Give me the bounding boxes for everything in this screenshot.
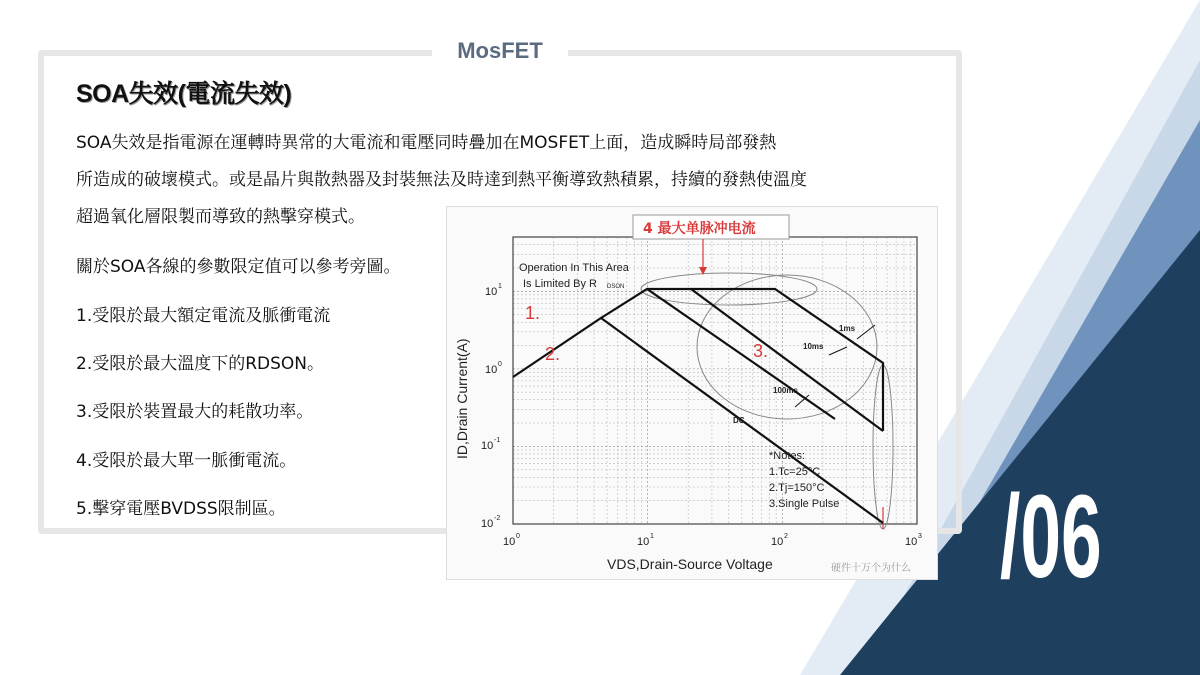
y-tick-3 <box>481 515 500 530</box>
y-tick-0 <box>485 283 502 298</box>
x-tick-0 <box>503 533 520 548</box>
svg-text:10: 10 <box>481 518 494 530</box>
svg-text:10: 10 <box>771 536 784 548</box>
svg-text:10: 10 <box>485 286 498 298</box>
dc-limit-curve <box>513 318 883 523</box>
slide-title: SOA失效(電流失效) <box>76 80 292 108</box>
y-tick-2 <box>481 437 500 452</box>
operation-note-line-2: Is Limited By R <box>523 278 597 290</box>
svg-text:10: 10 <box>637 536 650 548</box>
paragraph-2: 所造成的破壞模式。或是晶片與散熱器及封裝無法及時達到熱平衡導致熱積累，持續的發熱使溫度 <box>76 170 807 190</box>
y-axis-label: ID,Drain Current(A) <box>454 338 470 459</box>
svg-text:-1: -1 <box>494 437 501 444</box>
notes-line-1: *Notes: <box>769 450 806 462</box>
curve-label-1ms: 1ms <box>839 324 856 333</box>
list-item-5: 5.擊穿電壓BVDSS限制區。 <box>76 499 286 519</box>
notes-line-3: 2.Tj=150°C <box>769 482 825 494</box>
svg-text:2: 2 <box>784 533 788 540</box>
region-label-2: 2. <box>545 344 561 364</box>
x-tick-2 <box>771 533 788 548</box>
callout-title: 4 最大单脉冲电流 <box>643 221 756 237</box>
svg-text:0: 0 <box>498 361 502 368</box>
curve-label-dc: DC <box>733 416 745 425</box>
paragraph-3: 超過氧化層限製而導致的熱擊穿模式。 <box>76 207 365 227</box>
region-label-1: 1. <box>525 303 541 323</box>
section-label: MosFET <box>432 36 568 66</box>
list-item-1: 1.受限於最大額定電流及脈衝電流 <box>76 306 331 326</box>
x-tick-1 <box>637 533 654 548</box>
curve-label-100ms: 100ms <box>773 386 798 395</box>
soa-chart <box>447 207 937 579</box>
operation-note-line-1: Operation In This Area <box>519 262 629 274</box>
list-item-2: 2.受限於最大溫度下的RDSON。 <box>76 354 325 374</box>
soa-chart-image <box>446 206 938 580</box>
list-item-4: 4.受限於最大單一脈衝電流。 <box>76 451 297 471</box>
y-tick-1 <box>485 361 502 376</box>
curve-label-10ms: 10ms <box>803 342 824 351</box>
x-axis-label: VDS,Drain-Source Voltage <box>607 556 773 572</box>
region-label-3: 3. <box>753 341 769 361</box>
svg-text:10: 10 <box>481 440 494 452</box>
list-item-3: 3.受限於裝置最大的耗散功率。 <box>76 402 314 422</box>
svg-text:10: 10 <box>485 364 498 376</box>
soa-curves <box>513 289 883 523</box>
notes-line-4: 3.Single Pulse <box>769 498 840 510</box>
svg-text:1: 1 <box>650 533 654 540</box>
rdson-subscript: DSON <box>607 284 625 290</box>
svg-text:3: 3 <box>918 533 922 540</box>
paragraph-1: SOA失效是指電源在運轉時異常的大電流和電壓同時疊加在MOSFET上面，造成瞬時局部發熱 <box>76 133 777 153</box>
paragraph-4: 關於SOA各線的參數限定值可以參考旁圖。 <box>76 257 401 277</box>
slide-number: /06 <box>1000 471 1102 603</box>
pointer-10ms <box>829 347 847 355</box>
svg-text:1: 1 <box>498 283 502 290</box>
svg-text:-2: -2 <box>494 515 501 522</box>
svg-text:10: 10 <box>905 536 918 548</box>
x-tick-3 <box>905 533 922 548</box>
watermark: 硬件十万个为什么 <box>831 563 911 574</box>
pointer-1ms <box>857 325 875 339</box>
notes-line-2: 1.Tc=25°C <box>769 466 821 478</box>
svg-text:10: 10 <box>503 536 516 548</box>
svg-text:0: 0 <box>516 533 520 540</box>
